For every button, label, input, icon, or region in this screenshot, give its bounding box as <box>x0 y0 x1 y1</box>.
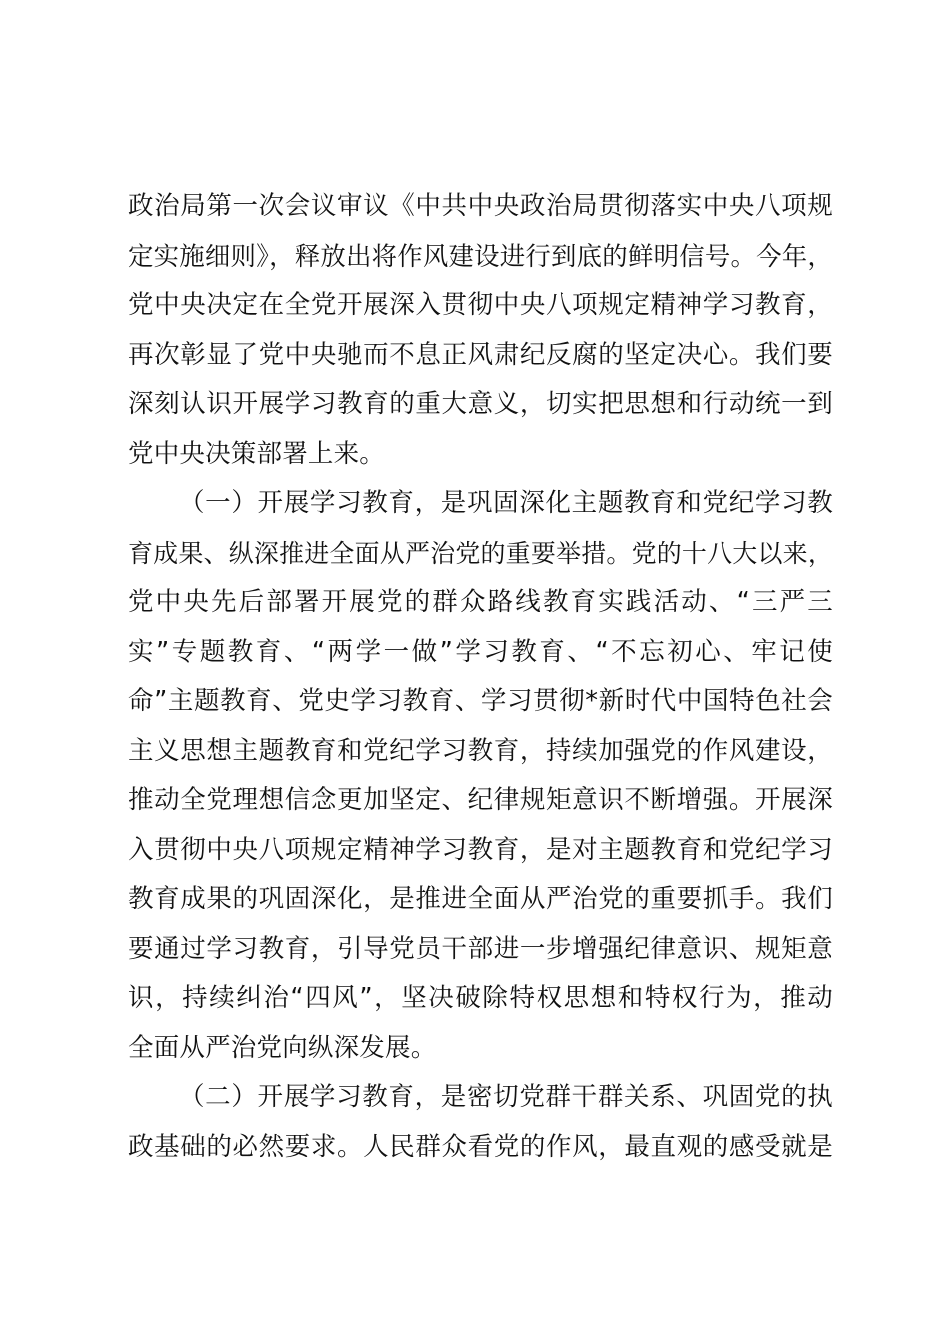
text-line: 再次彰显了党中央驰而不息正风肃纪反腐的坚定决心。我们要 <box>128 339 833 370</box>
text-line: 定实施细则》，释放出将作风建设进行到底的鲜明信号。今年， <box>128 240 833 271</box>
text-line: 深刻认识开展学习教育的重大意义，切实把思想和行动统一到 <box>128 389 833 419</box>
text-line: 实”专题教育、“两学一做”学习教育、“不忘初心、牢记使 <box>128 636 833 667</box>
text-line: 党中央先后部署开展党的群众路线教育实践活动、“三严三 <box>128 587 833 617</box>
text-line: 主义思想主题教育和党纪学习教育，持续加强党的作风建设， <box>128 735 833 766</box>
text-line: 识，持续纠治“四风”，坚决破除特权思想和特权行为，推动 <box>128 983 833 1013</box>
text-line: 推动全党理想信念更加坚定、纪律规矩意识不断增强。开展深 <box>128 785 833 815</box>
text-line: 党中央决定在全党开展深入贯彻中央八项规定精神学习教育， <box>128 290 833 320</box>
body-text <box>128 182 833 1172</box>
paragraph-3 <box>128 1073 833 1172</box>
text-line: 要通过学习教育，引导党员干部进一步增强纪律意识、规矩意 <box>128 933 833 964</box>
text-line: 全面从严治党向纵深发展。 <box>128 1032 437 1063</box>
text-line: （二）开展学习教育，是密切党群干群关系、巩固党的执 <box>179 1082 833 1112</box>
text-line: 入贯彻中央八项规定精神学习教育，是对主题教育和党纪学习 <box>128 834 833 865</box>
paragraph-2 <box>128 479 833 1073</box>
text-line: （一）开展学习教育，是巩固深化主题教育和党纪学习教 <box>179 488 833 518</box>
text-line: 育成果、纵深推进全面从严治党的重要举措。党的十八大以来， <box>128 538 833 568</box>
text-line: 教育成果的巩固深化，是推进全面从严治党的重要抓手。我们 <box>128 884 833 914</box>
text-line: 政治局第一次会议审议《中共中央政治局贯彻落实中央八项规 <box>128 191 833 221</box>
paragraph-1 <box>128 182 833 479</box>
text-line: 政基础的必然要求。人民群众看党的作风，最直观的感受就是 <box>128 1131 833 1162</box>
text-line: 党中央决策部署上来。 <box>128 438 386 469</box>
text-line: 命”主题教育、党史学习教育、学习贯彻*新时代中国特色社会 <box>128 686 833 716</box>
